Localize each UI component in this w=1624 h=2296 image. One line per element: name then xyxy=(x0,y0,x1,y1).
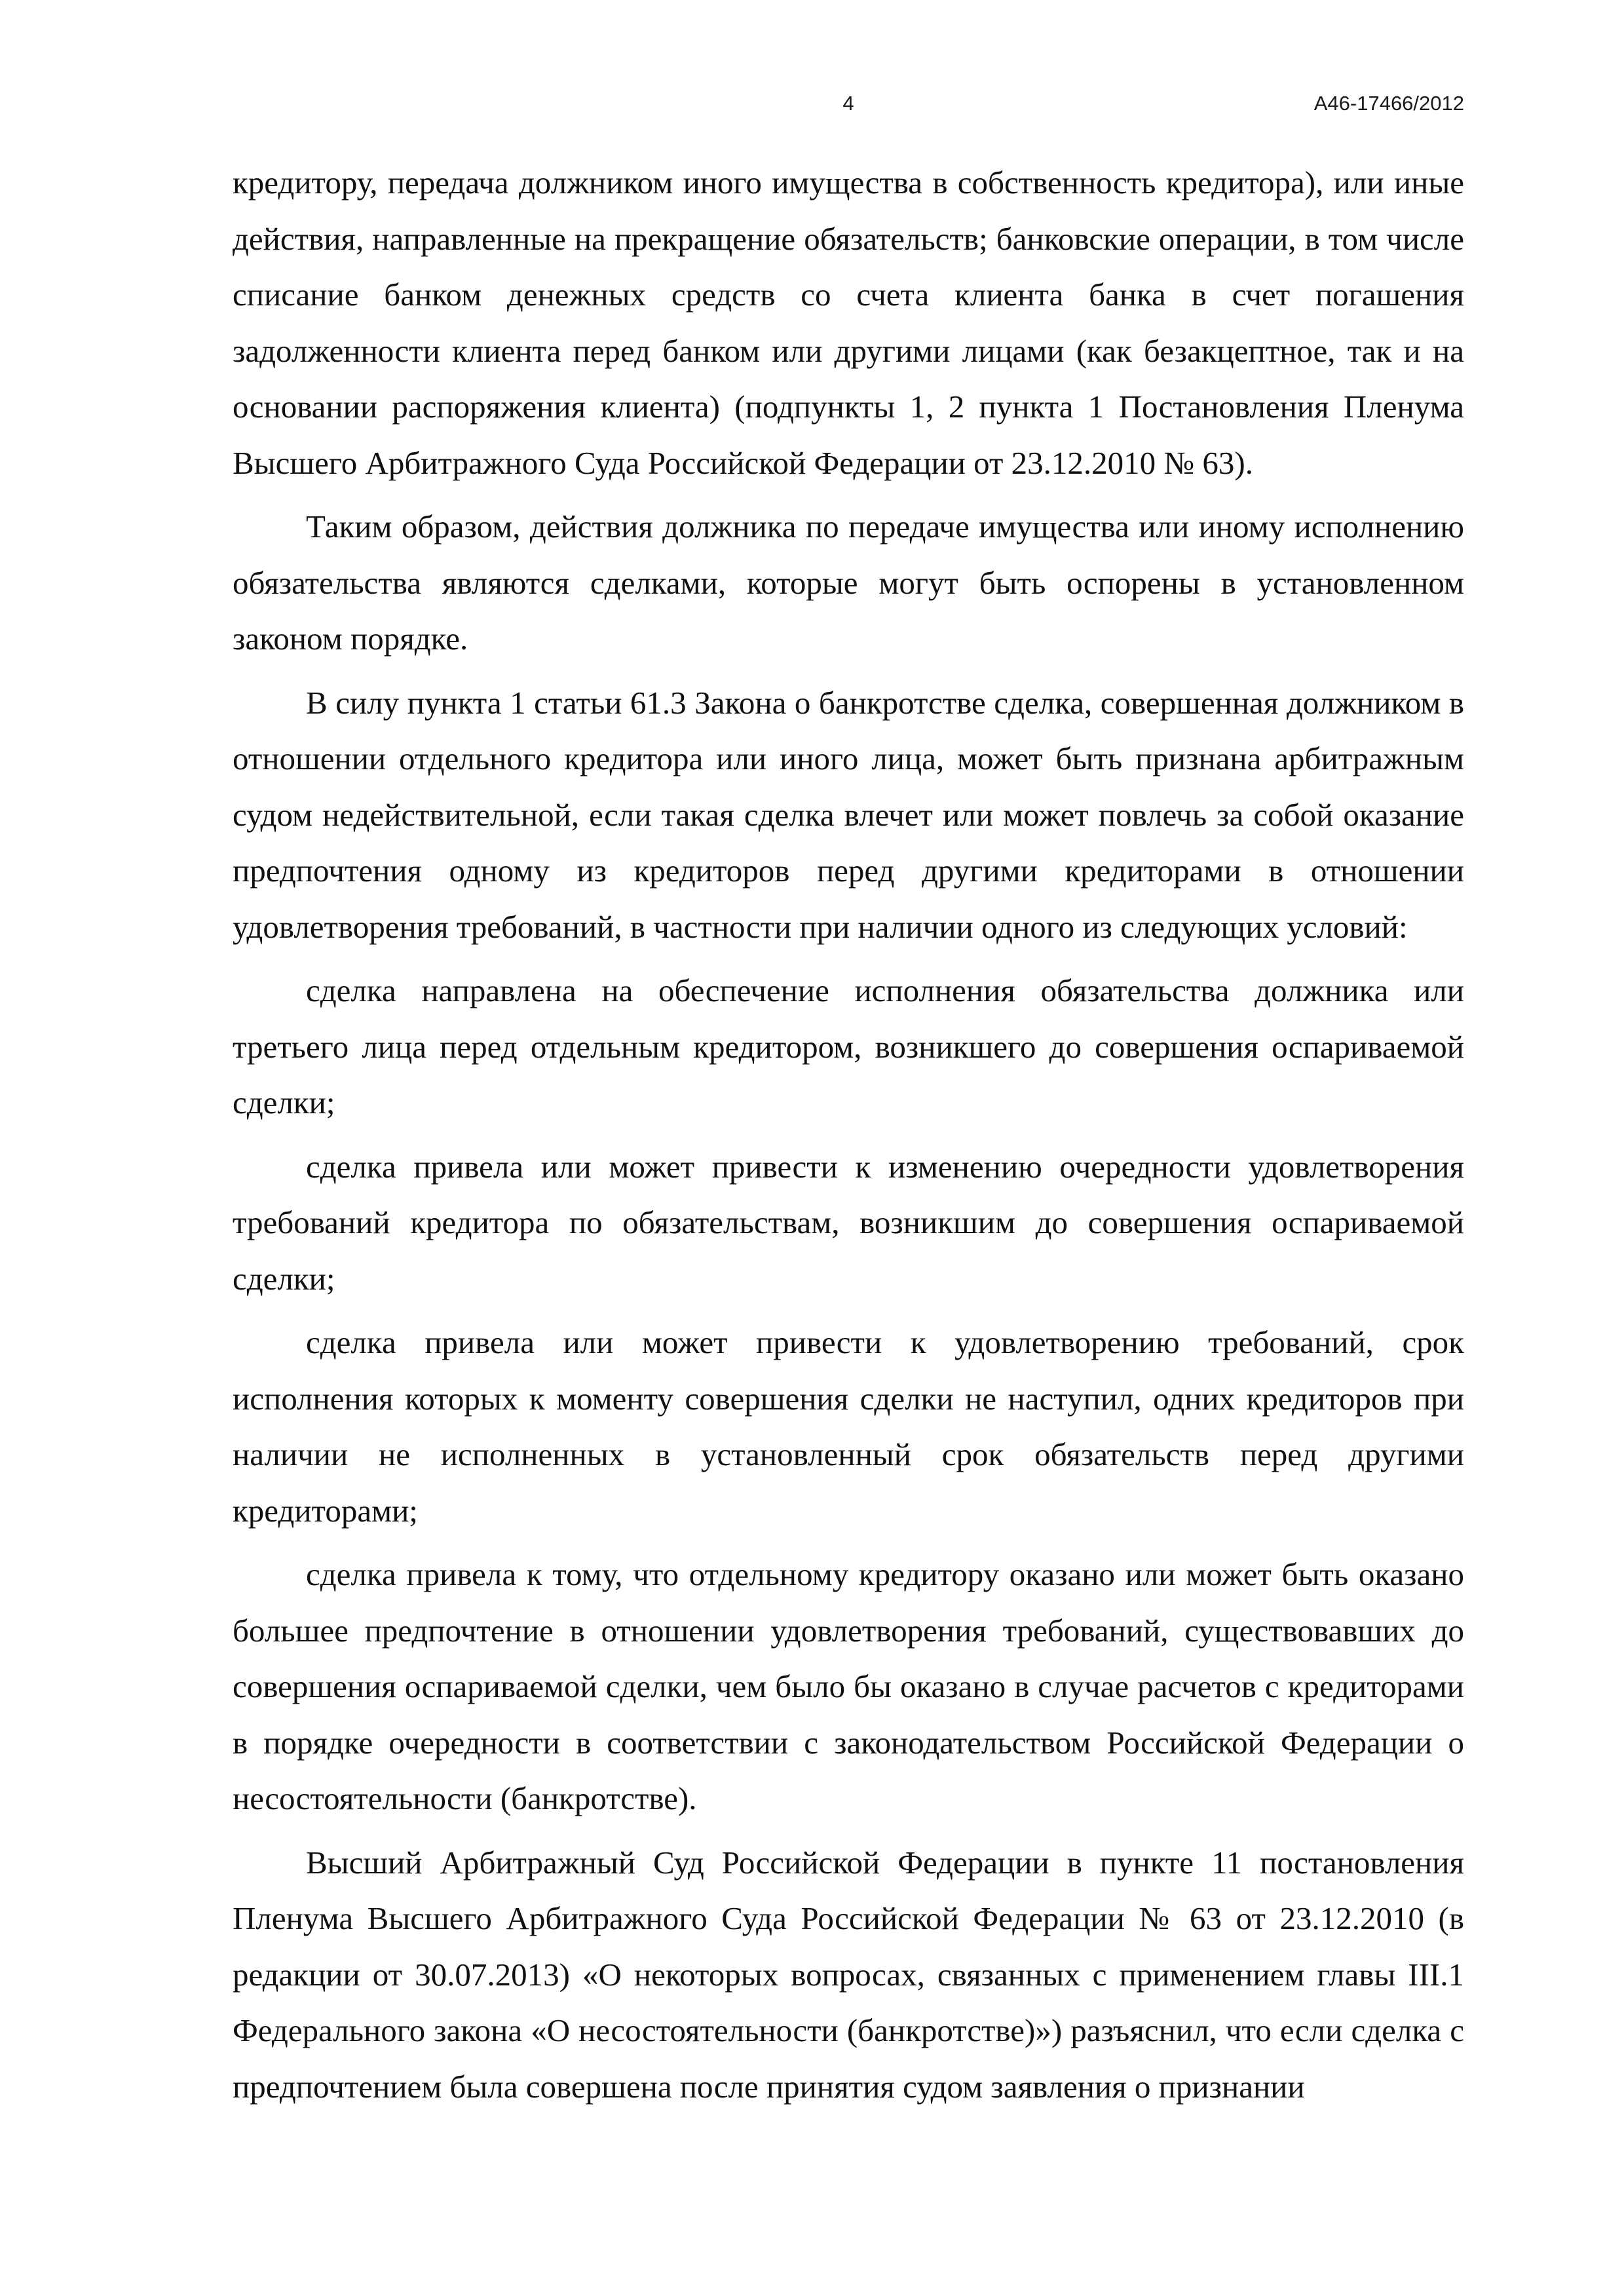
paragraph: кредитору, передача должником иного имущества в собственность кредитора), или иные действия, направленные на прекращение обязательств; банковские операции, в том числе списание банком денежных средств со счета клиента банка в счет погашения задолженности клиента перед банком или другими лицами (как безакцептное, так и на основании распоряжения клиента) (подпункты 1, 2 пункта 1 Постановления Пленума Высшего Арбитражного Суда Российской Федерации от 23.12.2010 № 63). xyxy=(233,164,1464,481)
paragraph: Таким образом, действия должника по передаче имущества или иному исполнению обязательства являются сделками, которые могут быть оспорены в установленном законом порядке. xyxy=(233,508,1464,657)
paragraph: сделка привела к тому, что отдельному кредитору оказано или может быть оказано большее предпочтение в отношении удовлетворения требований, существовавших до совершения оспариваемой сделки, чем было бы оказано в случае расчетов с кредиторами в порядке очередности в соответствии с законодательством Российской Федерации о несостоятельности (банкротстве). xyxy=(233,1556,1464,1816)
paragraph: сделка направлена на обеспечение исполнения обязательства должника или третьего лица перед отдельным кредитором, возникшего до совершения оспариваемой сделки; xyxy=(233,972,1464,1120)
paragraph: Высший Арбитражный Суд Российской Федерации в пункте 11 постановления Пленума Высшего Арбитражного Суда Российской Федерации № 63 от 23.12.2010 (в редакции от 30.07.2013) «О некоторых вопросах, связанных с применением главы III.1 Федерального закона «О несостоятельности (банкротстве)») разъяснил, что если сделка с предпочтением была совершена после принятия судом заявления о признании xyxy=(233,1844,1464,2105)
paragraph: В силу пункта 1 статьи 61.3 Закона о банкротстве сделка, совершенная должником в отношении отдельного кредитора или иного лица, может быть признана арбитражным судом недействительной, если такая сделка влечет или может повлечь за собой оказание предпочтения одному из кредиторов перед другими кредиторами в отношении удовлетворения требований, в частности при наличии одного из следующих условий: xyxy=(233,684,1464,945)
case-number: А46-17466/2012 xyxy=(1313,92,1464,115)
page-number: 4 xyxy=(842,92,854,115)
document-body xyxy=(233,155,1464,2122)
page-header xyxy=(233,92,1464,124)
paragraph: сделка привела или может привести к изменению очередности удовлетворения требований кредитора по обязательствам, возникшим до совершения оспариваемой сделки; xyxy=(233,1148,1464,1297)
paragraph: сделка привела или может привести к удовлетворению требований, срок исполнения которых к моменту совершения сделки не наступил, одних кредиторов при наличии не исполненных в установленный срок обязательств перед другими кредиторами; xyxy=(233,1324,1464,1529)
